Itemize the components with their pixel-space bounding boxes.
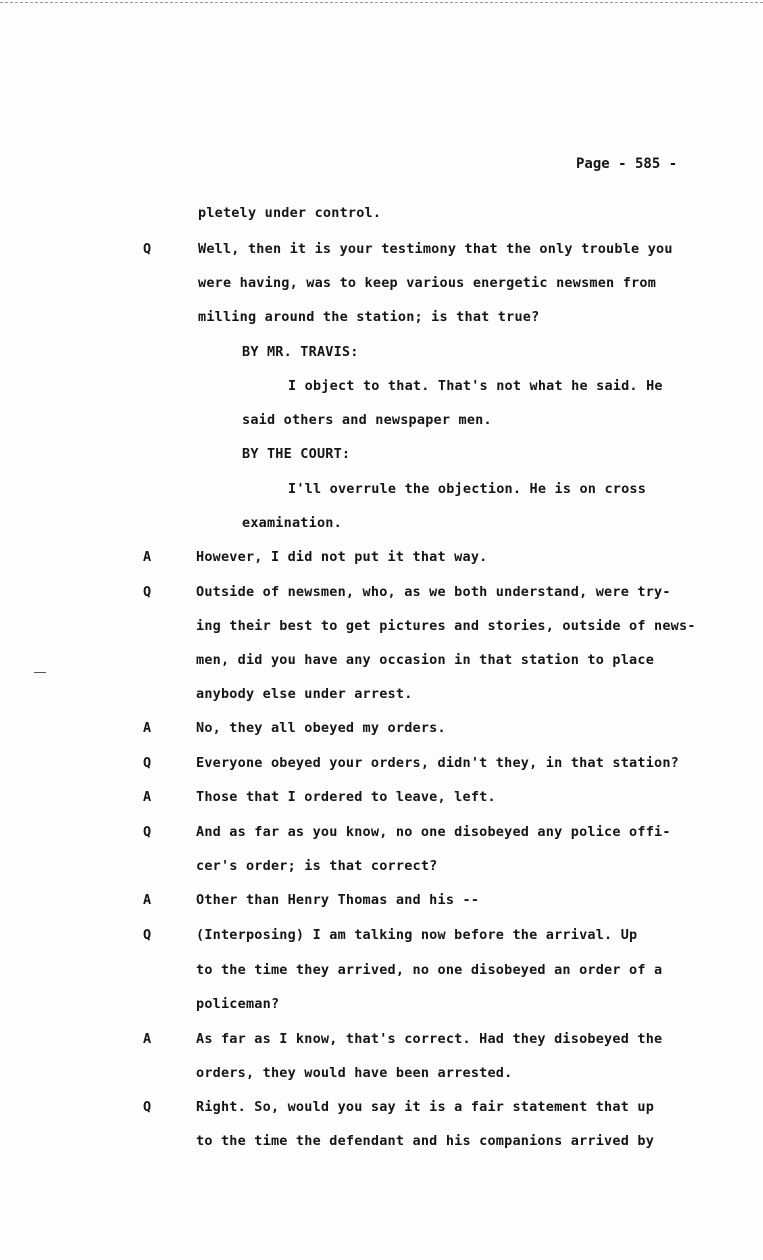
transcript-line: I'll overrule the objection. He is on cross bbox=[288, 481, 647, 497]
transcript-line: milling around the station; is that true? bbox=[198, 309, 540, 325]
transcript-line: men, did you have any occasion in that station to place bbox=[196, 652, 655, 668]
transcript-line: As far as I know, that's correct. Had they disobeyed the bbox=[196, 1031, 663, 1047]
transcript-line: pletely under control. bbox=[198, 205, 382, 221]
transcript-line: However, I did not put it that way. bbox=[196, 549, 488, 565]
transcript-line: And as far as you know, no one disobeyed any police offi- bbox=[196, 824, 671, 840]
speaker-label: Q bbox=[143, 927, 152, 943]
transcript-line: orders, they would have been arrested. bbox=[196, 1065, 513, 1081]
transcript-line: examination. bbox=[242, 515, 342, 531]
transcript-line: Everyone obeyed your orders, didn't they, in that station? bbox=[196, 755, 680, 771]
transcript-line: anybody else under arrest. bbox=[196, 686, 413, 702]
speaker-label: A bbox=[143, 720, 152, 736]
margin-mark bbox=[34, 672, 46, 673]
transcript-line: I object to that. That's not what he said. He bbox=[288, 378, 663, 394]
speaker-heading: BY MR. TRAVIS: bbox=[242, 344, 359, 360]
transcript-line: to the time the defendant and his companions arrived by bbox=[196, 1133, 655, 1149]
speaker-label: Q bbox=[143, 241, 152, 257]
transcript-line: cer's order; is that correct? bbox=[196, 858, 438, 874]
transcript-line: to the time they arrived, no one disobeyed an order of a bbox=[196, 962, 663, 978]
speaker-label: Q bbox=[143, 1099, 152, 1115]
speaker-label: A bbox=[143, 789, 152, 805]
speaker-label: Q bbox=[143, 824, 152, 840]
speaker-label: A bbox=[143, 549, 152, 565]
transcript-line: Outside of newsmen, who, as we both understand, were try- bbox=[196, 584, 671, 600]
transcript-line: Those that I ordered to leave, left. bbox=[196, 789, 496, 805]
transcript-line: No, they all obeyed my orders. bbox=[196, 720, 446, 736]
transcript-line: Well, then it is your testimony that the only trouble you bbox=[198, 241, 673, 257]
transcript-line: (Interposing) I am talking now before the arrival. Up bbox=[196, 927, 638, 943]
page-number: Page - 585 - bbox=[576, 156, 678, 172]
speaker-label: A bbox=[143, 892, 152, 908]
top-edge-rule bbox=[0, 2, 763, 3]
speaker-label: Q bbox=[143, 755, 152, 771]
transcript-line: policeman? bbox=[196, 996, 280, 1012]
speaker-label: Q bbox=[143, 584, 152, 600]
speaker-label: A bbox=[143, 1031, 152, 1047]
transcript-line: said others and newspaper men. bbox=[242, 412, 492, 428]
transcript-line: Right. So, would you say it is a fair statement that up bbox=[196, 1099, 655, 1115]
transcript-line: ing their best to get pictures and stories, outside of news- bbox=[196, 618, 696, 634]
transcript-line: were having, was to keep various energetic newsmen from bbox=[198, 275, 657, 291]
transcript-line: Other than Henry Thomas and his -- bbox=[196, 892, 480, 908]
speaker-heading: BY THE COURT: bbox=[242, 446, 351, 462]
